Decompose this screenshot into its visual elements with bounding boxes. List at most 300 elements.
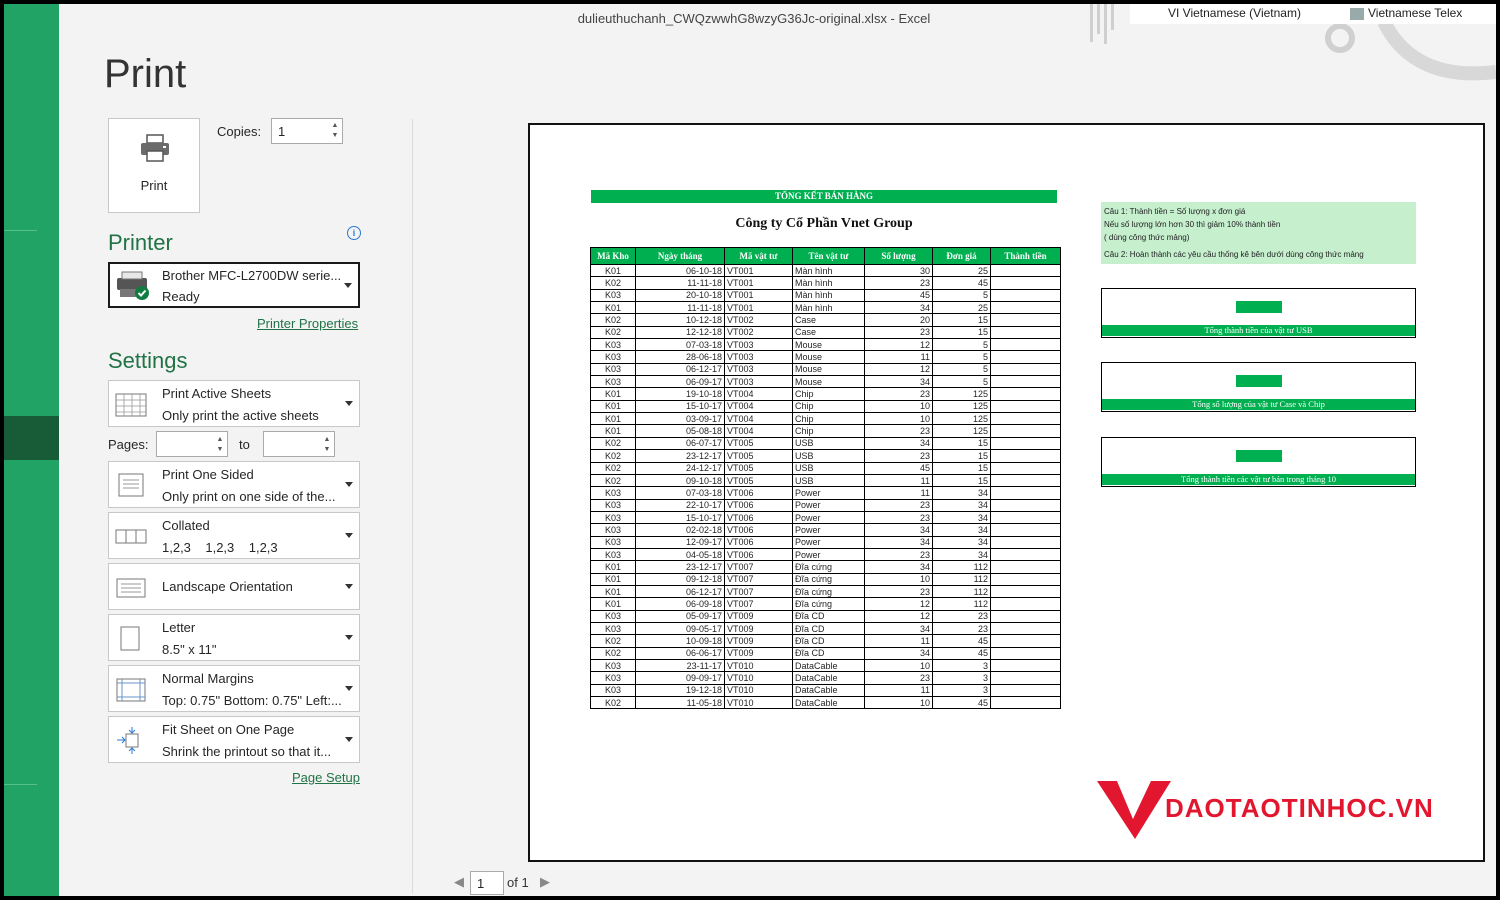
- table-cell: 24-12-17: [636, 462, 725, 474]
- table-cell: 23: [865, 425, 933, 437]
- backstage-nav-rail: [4, 4, 59, 896]
- table-cell: [991, 684, 1061, 696]
- table-cell: 34: [933, 511, 991, 523]
- chevron-down-icon: [345, 584, 353, 589]
- table-cell: VT005: [725, 450, 793, 462]
- table-row: [591, 450, 1061, 462]
- table-cell: 06-09-17: [636, 376, 725, 388]
- table-cell: [991, 647, 1061, 659]
- print-what-title: Print Active Sheets: [162, 386, 272, 401]
- chevron-down-icon: [345, 401, 353, 406]
- collation-dropdown[interactable]: [108, 512, 360, 559]
- table-row: [591, 622, 1061, 634]
- table-row: [591, 302, 1061, 314]
- margins-title: Normal Margins: [162, 671, 254, 686]
- table-cell: K02: [591, 314, 636, 326]
- table-row: [591, 413, 1061, 425]
- table-cell: VT010: [725, 672, 793, 684]
- table-cell: VT010: [725, 697, 793, 709]
- table-cell: 19-12-18: [636, 684, 725, 696]
- table-cell: [991, 277, 1061, 289]
- table-cell: 12: [865, 610, 933, 622]
- table-cell: K02: [591, 647, 636, 659]
- table-cell: [991, 351, 1061, 363]
- table-cell: [991, 561, 1061, 573]
- watermark-logo: [1095, 775, 1485, 845]
- background-decoration: [1090, 4, 1116, 44]
- table-cell: [991, 363, 1061, 375]
- table-cell: 07-03-18: [636, 339, 725, 351]
- table-cell: [991, 672, 1061, 684]
- table-cell: 112: [933, 573, 991, 585]
- ime-language-bar[interactable]: [1130, 4, 1496, 24]
- table-cell: 23-11-17: [636, 660, 725, 672]
- rail-divider: [4, 784, 37, 785]
- table-cell: VT001: [725, 265, 793, 277]
- pages-from-spinner[interactable]: ▲ ▼: [216, 436, 224, 453]
- landscape-page-icon: [115, 573, 147, 601]
- print-what-dropdown[interactable]: [108, 380, 360, 427]
- table-cell: K03: [591, 363, 636, 375]
- table-cell: 34: [865, 536, 933, 548]
- table-cell: K02: [591, 697, 636, 709]
- table-cell: VT002: [725, 314, 793, 326]
- table-cell: DataCable: [793, 660, 865, 672]
- info-icon[interactable]: i: [347, 226, 361, 240]
- company-name: Công ty Cổ Phần Vnet Group: [735, 216, 913, 231]
- table-cell: K03: [591, 672, 636, 684]
- table-cell: [991, 376, 1061, 388]
- table-cell: 5: [933, 363, 991, 375]
- table-cell: 25: [933, 302, 991, 314]
- print-button-label: Print: [140, 178, 168, 193]
- table-cell: USB: [793, 462, 865, 474]
- copies-spinner[interactable]: ▲ ▼: [331, 122, 339, 139]
- table-cell: Đĩa cứng: [793, 573, 865, 585]
- scaling-subtitle: Shrink the printout so that it...: [162, 744, 332, 759]
- pages-from-input[interactable]: [156, 431, 228, 457]
- table-cell: VT009: [725, 610, 793, 622]
- table-cell: VT006: [725, 536, 793, 548]
- table-cell: [991, 314, 1061, 326]
- table-cell: 34: [933, 548, 991, 560]
- current-page-input[interactable]: [470, 871, 504, 895]
- collated-pages-icon: [115, 522, 147, 550]
- table-cell: 10: [865, 660, 933, 672]
- table-cell: 10: [865, 413, 933, 425]
- table-cell: VT003: [725, 376, 793, 388]
- table-cell: Đĩa cứng: [793, 598, 865, 610]
- table-cell: Power: [793, 548, 865, 560]
- table-cell: K01: [591, 400, 636, 412]
- collation-subtitle: 1,2,3 1,2,3 1,2,3: [162, 540, 278, 555]
- table-cell: 23: [933, 610, 991, 622]
- table-cell: K01: [591, 598, 636, 610]
- table-cell: 15: [933, 437, 991, 449]
- table-row: [591, 697, 1061, 709]
- table-cell: 05-09-17: [636, 610, 725, 622]
- table-cell: 23: [865, 511, 933, 523]
- table-cell: VT007: [725, 561, 793, 573]
- orientation-title: Landscape Orientation: [162, 579, 293, 594]
- margins-dropdown[interactable]: [108, 665, 360, 712]
- table-cell: K01: [591, 573, 636, 585]
- copies-input[interactable]: [271, 118, 343, 144]
- table-cell: [991, 610, 1061, 622]
- table-cell: 34: [865, 561, 933, 573]
- scaling-dropdown[interactable]: [108, 716, 360, 763]
- table-cell: VT007: [725, 598, 793, 610]
- pages-label: Pages:: [108, 437, 149, 452]
- table-cell: 23-12-17: [636, 450, 725, 462]
- printer-properties-link[interactable]: Printer Properties: [257, 316, 359, 331]
- excel-window: [4, 4, 1496, 896]
- table-cell: VT006: [725, 511, 793, 523]
- ime-language[interactable]: VI Vietnamese (Vietnam): [1168, 6, 1301, 20]
- table-cell: 15-10-17: [636, 400, 725, 412]
- table-cell: 3: [933, 684, 991, 696]
- one-sided-page-icon: [115, 471, 147, 499]
- table-row: [591, 573, 1061, 585]
- chevron-down-icon: [345, 686, 353, 691]
- table-cell: 5: [933, 376, 991, 388]
- table-cell: USB: [793, 450, 865, 462]
- table-cell: 23: [865, 326, 933, 338]
- table-cell: 125: [933, 400, 991, 412]
- table-header-row: [591, 248, 1061, 265]
- chevron-down-icon: [345, 737, 353, 742]
- table-cell: VT001: [725, 277, 793, 289]
- table-cell: K01: [591, 561, 636, 573]
- table-cell: K03: [591, 289, 636, 301]
- table-cell: K02: [591, 635, 636, 647]
- table-cell: 23: [865, 388, 933, 400]
- table-cell: 19-10-18: [636, 388, 725, 400]
- table-cell: [991, 474, 1061, 486]
- table-cell: VT005: [725, 474, 793, 486]
- table-cell: 5: [933, 289, 991, 301]
- table-row: [591, 548, 1061, 560]
- table-cell: K03: [591, 536, 636, 548]
- table-cell: K03: [591, 524, 636, 536]
- table-cell: 112: [933, 585, 991, 597]
- printer-status: Ready: [162, 289, 200, 304]
- table-row: [591, 561, 1061, 573]
- table-cell: 15: [933, 462, 991, 474]
- pane-divider: [412, 119, 413, 894]
- sides-subtitle: Only print on one side of the...: [162, 489, 336, 504]
- table-cell: 12: [865, 598, 933, 610]
- table-cell: Power: [793, 536, 865, 548]
- table-cell: [991, 425, 1061, 437]
- table-cell: VT006: [725, 548, 793, 560]
- table-cell: Power: [793, 524, 865, 536]
- table-cell: VT006: [725, 524, 793, 536]
- table-row: [591, 314, 1061, 326]
- background-decoration: [1324, 22, 1496, 82]
- table-cell: VT010: [725, 660, 793, 672]
- summary-value-cell: [1236, 375, 1282, 387]
- table-cell: USB: [793, 474, 865, 486]
- table-cell: Power: [793, 499, 865, 511]
- paper-size-dropdown[interactable]: [108, 614, 360, 661]
- sides-dropdown[interactable]: [108, 461, 360, 508]
- next-page-icon[interactable]: ▶: [540, 874, 550, 889]
- table-cell: 15: [933, 474, 991, 486]
- table-cell: [991, 265, 1061, 277]
- logo-mark-icon: [1095, 779, 1173, 841]
- pages-to-spinner[interactable]: ▲ ▼: [323, 436, 331, 453]
- table-cell: 12: [865, 339, 933, 351]
- table-cell: 3: [933, 672, 991, 684]
- copies-value: 1: [278, 124, 286, 139]
- table-cell: 23: [865, 277, 933, 289]
- col-header: Tên vật tư: [793, 248, 865, 265]
- table-row: [591, 511, 1061, 523]
- table-row: [591, 647, 1061, 659]
- table-cell: Đĩa CD: [793, 635, 865, 647]
- table-cell: 09-12-18: [636, 573, 725, 585]
- table-row: [591, 363, 1061, 375]
- table-row: [591, 672, 1061, 684]
- table-cell: 10: [865, 573, 933, 585]
- table-row: [591, 487, 1061, 499]
- table-cell: [991, 548, 1061, 560]
- table-cell: [991, 413, 1061, 425]
- table-cell: [991, 622, 1061, 634]
- table-cell: [991, 326, 1061, 338]
- paper-subtitle: 8.5" x 11": [162, 642, 217, 657]
- copies-label: Copies:: [217, 124, 262, 139]
- table-row: [591, 351, 1061, 363]
- summary-box: [1101, 288, 1416, 338]
- table-cell: 06-09-18: [636, 598, 725, 610]
- table-cell: DataCable: [793, 697, 865, 709]
- table-cell: 09-05-17: [636, 622, 725, 634]
- table-cell: [991, 524, 1061, 536]
- table-cell: 34: [865, 622, 933, 634]
- table-cell: K02: [591, 277, 636, 289]
- table-cell: 20-10-18: [636, 289, 725, 301]
- printer-icon: [139, 133, 171, 163]
- table-cell: 23: [865, 499, 933, 511]
- table-row: [591, 585, 1061, 597]
- table-row: [591, 610, 1061, 622]
- table-cell: 11: [865, 474, 933, 486]
- table-cell: VT003: [725, 339, 793, 351]
- table-cell: K03: [591, 339, 636, 351]
- print-what-subtitle: Only print the active sheets: [162, 408, 319, 423]
- table-cell: [991, 697, 1061, 709]
- table-cell: 34: [865, 376, 933, 388]
- table-cell: 45: [933, 277, 991, 289]
- table-cell: 23: [865, 672, 933, 684]
- table-cell: 10-09-18: [636, 635, 725, 647]
- table-cell: Đĩa CD: [793, 622, 865, 634]
- table-cell: VT010: [725, 684, 793, 696]
- fit-to-page-icon: [115, 726, 147, 754]
- table-cell: 23-12-17: [636, 561, 725, 573]
- table-cell: 112: [933, 598, 991, 610]
- table-cell: VT003: [725, 363, 793, 375]
- table-row: [591, 462, 1061, 474]
- table-cell: DataCable: [793, 672, 865, 684]
- table-cell: 12: [865, 363, 933, 375]
- table-cell: [991, 536, 1061, 548]
- table-cell: 12-12-18: [636, 326, 725, 338]
- summary-value-cell: [1236, 301, 1282, 313]
- table-cell: Đĩa CD: [793, 610, 865, 622]
- table-row: [591, 635, 1061, 647]
- table-cell: Chip: [793, 413, 865, 425]
- chevron-down-icon: [344, 283, 352, 288]
- page-setup-link[interactable]: Page Setup: [292, 770, 360, 785]
- table-cell: Chip: [793, 425, 865, 437]
- table-cell: [991, 499, 1061, 511]
- table-cell: VT004: [725, 400, 793, 412]
- table-cell: VT005: [725, 462, 793, 474]
- table-cell: 30: [865, 265, 933, 277]
- table-cell: [991, 302, 1061, 314]
- table-row: [591, 684, 1061, 696]
- table-cell: VT002: [725, 326, 793, 338]
- table-cell: [991, 511, 1061, 523]
- table-cell: 12-09-17: [636, 536, 725, 548]
- table-cell: USB: [793, 437, 865, 449]
- table-row: [591, 536, 1061, 548]
- summary-value-cell: [1236, 450, 1282, 462]
- table-cell: 34: [933, 499, 991, 511]
- logo-text: DAOTAOTINHOC.VN: [1165, 793, 1434, 823]
- table-cell: [991, 339, 1061, 351]
- table-cell: 06-10-18: [636, 265, 725, 277]
- settings-section-title: Settings: [108, 348, 188, 373]
- note-line: Câu 1: Thành tiền = Số lượng x đơn giá: [1104, 207, 1246, 216]
- table-cell: 125: [933, 425, 991, 437]
- note-line: Nếu số lượng lớn hơn 30 thì giảm 10% thành tiền: [1104, 220, 1281, 229]
- keyboard-icon: [1350, 8, 1364, 20]
- prev-page-icon[interactable]: ◀: [454, 874, 464, 889]
- table-cell: [991, 635, 1061, 647]
- table-cell: VT001: [725, 302, 793, 314]
- table-cell: 06-06-17: [636, 647, 725, 659]
- table-cell: 06-07-17: [636, 437, 725, 449]
- table-row: [591, 265, 1061, 277]
- table-cell: 05-08-18: [636, 425, 725, 437]
- ime-keyboard[interactable]: Vietnamese Telex: [1368, 6, 1463, 20]
- table-cell: Mouse: [793, 376, 865, 388]
- table-cell: VT007: [725, 585, 793, 597]
- chevron-down-icon: [345, 533, 353, 538]
- note-line: ( dùng công thức mảng): [1104, 233, 1190, 242]
- table-cell: 11: [865, 351, 933, 363]
- table-cell: 34: [865, 302, 933, 314]
- table-cell: Đĩa cứng: [793, 585, 865, 597]
- table-row: [591, 437, 1061, 449]
- table-cell: K02: [591, 450, 636, 462]
- table-cell: [991, 388, 1061, 400]
- table-cell: VT009: [725, 635, 793, 647]
- table-cell: VT001: [725, 289, 793, 301]
- sheet-grid-icon: [115, 390, 147, 418]
- table-cell: K03: [591, 610, 636, 622]
- page-title: Print: [104, 52, 187, 96]
- table-row: [591, 277, 1061, 289]
- table-cell: K03: [591, 376, 636, 388]
- table-cell: 11: [865, 684, 933, 696]
- table-cell: K02: [591, 462, 636, 474]
- table-cell: 28-06-18: [636, 351, 725, 363]
- table-cell: 15-10-17: [636, 511, 725, 523]
- col-header: Đơn giá: [933, 248, 991, 265]
- table-cell: 10: [865, 400, 933, 412]
- table-cell: K01: [591, 265, 636, 277]
- table-cell: [991, 573, 1061, 585]
- table-cell: Case: [793, 314, 865, 326]
- margins-icon: [115, 675, 147, 703]
- table-cell: [991, 487, 1061, 499]
- table-cell: 45: [933, 647, 991, 659]
- table-cell: 34: [865, 647, 933, 659]
- table-cell: Mouse: [793, 339, 865, 351]
- col-header: Ngày tháng: [636, 248, 725, 265]
- printer-dropdown[interactable]: [108, 262, 360, 308]
- table-cell: 3: [933, 660, 991, 672]
- table-cell: 20: [865, 314, 933, 326]
- table-cell: 5: [933, 339, 991, 351]
- rail-divider: [4, 230, 37, 231]
- table-cell: 10-12-18: [636, 314, 725, 326]
- table-cell: VT007: [725, 573, 793, 585]
- pages-to-label: to: [239, 437, 250, 452]
- table-cell: K01: [591, 413, 636, 425]
- table-cell: K03: [591, 548, 636, 560]
- window-title: dulieuthuchanh_CWQzwwhG8wzyG36Jc-original.xlsx - Excel: [577, 11, 931, 26]
- table-cell: 45: [865, 462, 933, 474]
- table-cell: 03-09-17: [636, 413, 725, 425]
- table-cell: 45: [865, 289, 933, 301]
- table-cell: 5: [933, 351, 991, 363]
- instructions-note: [1101, 202, 1416, 264]
- table-cell: VT003: [725, 351, 793, 363]
- summary-label: Tổng thành tiền của vật tư USB: [1102, 325, 1415, 336]
- table-cell: 07-03-18: [636, 487, 725, 499]
- table-cell: [991, 462, 1061, 474]
- print-button[interactable]: [108, 118, 200, 213]
- table-cell: 23: [865, 450, 933, 462]
- pages-to-input[interactable]: [263, 431, 335, 457]
- table-cell: K03: [591, 351, 636, 363]
- paper-title: Letter: [162, 620, 196, 635]
- table-cell: K03: [591, 660, 636, 672]
- table-cell: Power: [793, 487, 865, 499]
- orientation-dropdown[interactable]: [108, 563, 360, 610]
- table-cell: 02-02-18: [636, 524, 725, 536]
- printer-name: Brother MFC-L2700DW serie...: [162, 268, 342, 283]
- table-cell: VT009: [725, 622, 793, 634]
- table-cell: 11: [865, 635, 933, 647]
- table-cell: 125: [933, 413, 991, 425]
- rail-selected-print[interactable]: [4, 416, 59, 460]
- table-row: [591, 400, 1061, 412]
- table-cell: Mouse: [793, 351, 865, 363]
- table-cell: K01: [591, 585, 636, 597]
- collation-title: Collated: [162, 518, 210, 533]
- table-cell: 06-12-17: [636, 585, 725, 597]
- col-header: Thành tiền: [991, 248, 1061, 265]
- table-cell: VT004: [725, 425, 793, 437]
- table-cell: VT006: [725, 499, 793, 511]
